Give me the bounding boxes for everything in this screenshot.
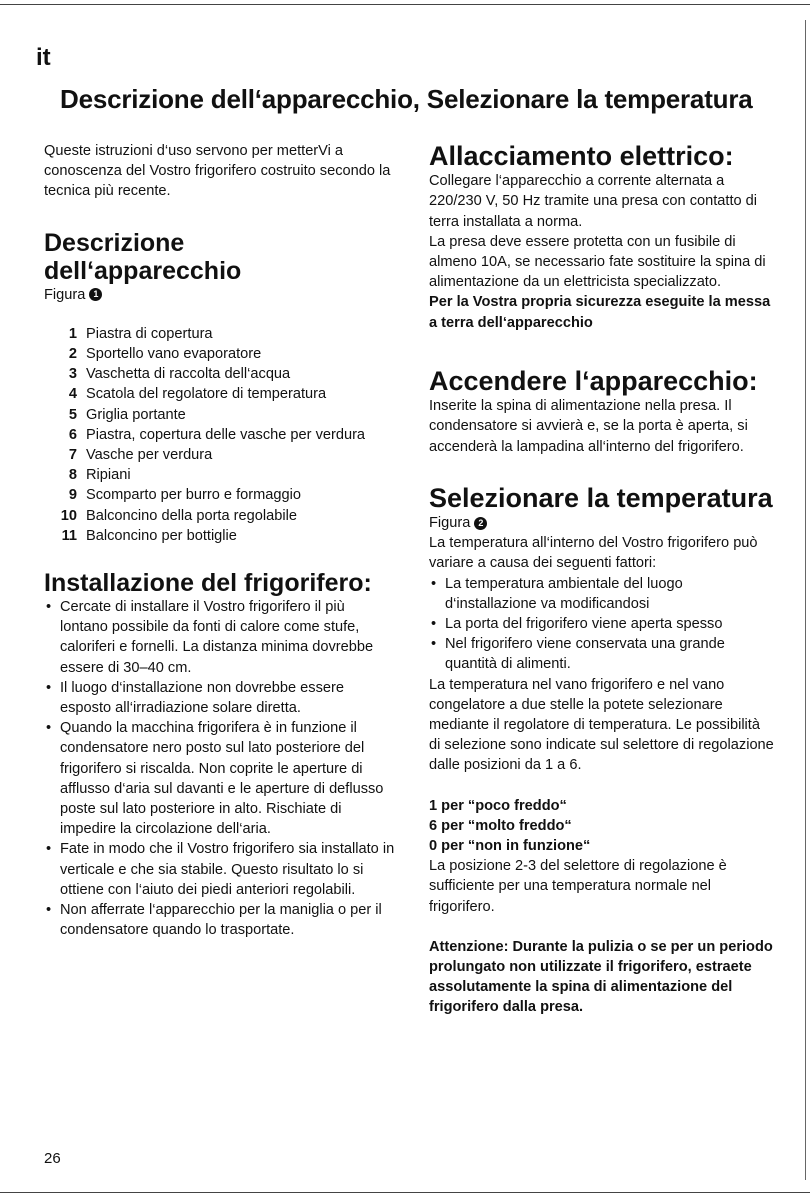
electrical-heading: Allacciamento elettrico: <box>429 141 734 171</box>
bullet-item: • Il luogo d‘installazione non dovrebbe essere esposto all‘irradiazione solare diretta. <box>44 678 396 718</box>
description-heading-line2: dell‘apparecchio <box>44 256 242 285</box>
bullet-item: • Non afferrate l‘apparecchio per la maniglia o per il condensatore quando lo trasportate. <box>44 900 396 940</box>
component-text: Scomparto per burro e formaggio <box>86 487 301 504</box>
component-text: Balconcino per bottiglie <box>86 527 237 544</box>
component-number: 4 <box>68 386 77 403</box>
bottom-rule <box>0 1192 810 1193</box>
temperature-figure-ref <box>429 513 487 533</box>
switch-on-paragraph: Inserite la spina di alimentazione nella presa. Il condensatore si avvierà e, se la porta è aperta, si accenderà la lampadina all‘interno del frigorifero. <box>429 398 748 455</box>
switch-on-section <box>429 366 774 457</box>
right-edge-mark <box>805 20 806 1180</box>
bullet-item: • Nel frigorifero viene conservata una grande quantità di alimenti. <box>429 634 774 674</box>
normal-setting-note: La posizione 2-3 del selettore di regolazione è sufficiente per una temperatura normale nel frigorifero. <box>429 858 727 915</box>
component-number: 9 <box>68 487 77 504</box>
component-list-item <box>44 465 396 485</box>
page-title: Descrizione dell‘apparecchio, Selezionare la temperatura <box>60 84 753 114</box>
figure-number-badge: 2 <box>474 517 487 530</box>
bullet-item: • Quando la macchina frigorifera è in funzione il condensatore nero posto sul lato posteriore del frigorifero si riscalda. Non coprite le aperture di afflusso d‘aria sul davanti e le aperture di deflusso poste sul lato posteriore in alto. Rischiate di impedire la circolazione dell‘aria. <box>44 718 396 839</box>
component-list-item <box>44 485 396 505</box>
component-text: Scatola del regolatore di temperatura <box>86 386 327 403</box>
description-section <box>44 229 396 546</box>
component-text: Balconcino della porta regolabile <box>86 507 297 524</box>
right-column <box>429 141 774 1018</box>
component-number: 1 <box>68 325 77 342</box>
component-text: Ripiani <box>86 467 131 484</box>
electrical-paragraph-1: Collegare l‘apparecchio a corrente alternata a 220/230 V, 50 Hz tramite una presa con contatto di terra installata a norma. <box>429 173 758 230</box>
temperature-section <box>429 483 774 1018</box>
language-code: it <box>36 44 51 71</box>
temperature-heading: Selezionare la temperatura <box>429 482 773 513</box>
component-text: Griglia portante <box>86 406 186 423</box>
component-text: Piastra di copertura <box>86 325 213 342</box>
temperature-intro: La temperatura all‘interno del Vostro frigorifero può variare a causa dei seguenti fattori: <box>429 535 758 572</box>
component-number: 11 <box>61 527 77 544</box>
bullet-item: • Cercate di installare il Vostro frigorifero il più lontano possibile da fonti di calore come stufe, caloriferi e fornelli. La distanza minima dovrebbe essere di 30–40 cm. <box>44 597 396 678</box>
component-list-item <box>44 425 396 445</box>
temperature-factors-list <box>429 574 774 675</box>
figure-label: Figura <box>44 286 86 303</box>
component-number: 5 <box>68 406 77 423</box>
description-heading-line1: Descrizione <box>44 228 185 257</box>
component-list-item <box>44 324 396 344</box>
switch-on-heading: Accendere l‘apparecchio: <box>429 365 758 396</box>
settings-list <box>429 796 774 857</box>
description-figure-ref <box>44 285 102 305</box>
installation-heading: Installazione del frigorifero: <box>44 569 372 598</box>
component-list-item <box>44 405 396 425</box>
component-list-item <box>44 344 396 364</box>
component-list-item <box>44 364 396 384</box>
component-number: 3 <box>68 366 77 383</box>
component-number: 10 <box>60 507 77 524</box>
figure-number-badge: 1 <box>89 288 102 301</box>
component-number: 8 <box>68 467 77 484</box>
component-number: 2 <box>68 346 77 363</box>
top-rule <box>0 4 810 5</box>
installation-list <box>44 597 396 940</box>
figure-label: Figura <box>429 514 471 531</box>
setting-line: 6 per “molto freddo“ <box>429 817 572 834</box>
component-list <box>44 324 396 546</box>
bullet-item: • Fate in modo che il Vostro frigorifero sia installato in verticale e che sia stabile. Questo risultato lo si ottiene con l‘aiuto dei piedi anteriori regolabili. <box>44 839 396 900</box>
attention-note: Attenzione: Durante la pulizia o se per un periodo prolungato non utilizzate il frigorifero, estraete assolutamente la spina di alimentazione del frigorifero dalla presa. <box>429 938 773 1016</box>
description-heading <box>44 229 396 285</box>
component-list-item <box>44 445 396 465</box>
bullet-item: • La porta del frigorifero viene aperta spesso <box>429 614 774 634</box>
component-text: Vasche per verdura <box>86 447 213 464</box>
left-column <box>44 141 396 941</box>
component-list-item <box>44 384 396 404</box>
component-text: Vaschetta di raccolta dell‘acqua <box>86 366 291 383</box>
bullet-item: • La temperatura ambientale del luogo d‘installazione va modificandosi <box>429 574 774 614</box>
electrical-paragraph-2: La presa deve essere protetta con un fusibile di almeno 10A, se necessario fate sostituire la spina di alimentazione da un elettricista specializzato. <box>429 233 766 291</box>
component-number: 6 <box>68 426 77 443</box>
component-list-item <box>44 526 396 546</box>
component-text: Sportello vano evaporatore <box>86 346 262 363</box>
electrical-section <box>429 141 774 333</box>
intro-paragraph: Queste istruzioni d‘uso servono per metterVi a conoscenza del Vostro frigorifero costruito secondo la tecnica più recente. <box>44 143 391 200</box>
page-number: 26 <box>44 1150 61 1167</box>
component-text: Piastra, copertura delle vasche per verdura <box>86 426 366 443</box>
component-list-item <box>44 506 396 526</box>
setting-line: 0 per “non in funzione“ <box>429 837 591 854</box>
temperature-paragraph: La temperatura nel vano frigorifero e nel vano congelatore a due stelle la potete selezionare mediante il regolatore di temperatura. Le possibilità di selezione sono indicate sul selettore di regolazione dalle posizioni da 1 a 6. <box>429 676 774 774</box>
setting-line: 1 per “poco freddo“ <box>429 797 567 814</box>
electrical-warning: Per la Vostra propria sicurezza eseguite la messa a terra dell‘apparecchio <box>429 294 771 331</box>
component-number: 7 <box>68 447 77 464</box>
installation-section <box>44 569 396 940</box>
